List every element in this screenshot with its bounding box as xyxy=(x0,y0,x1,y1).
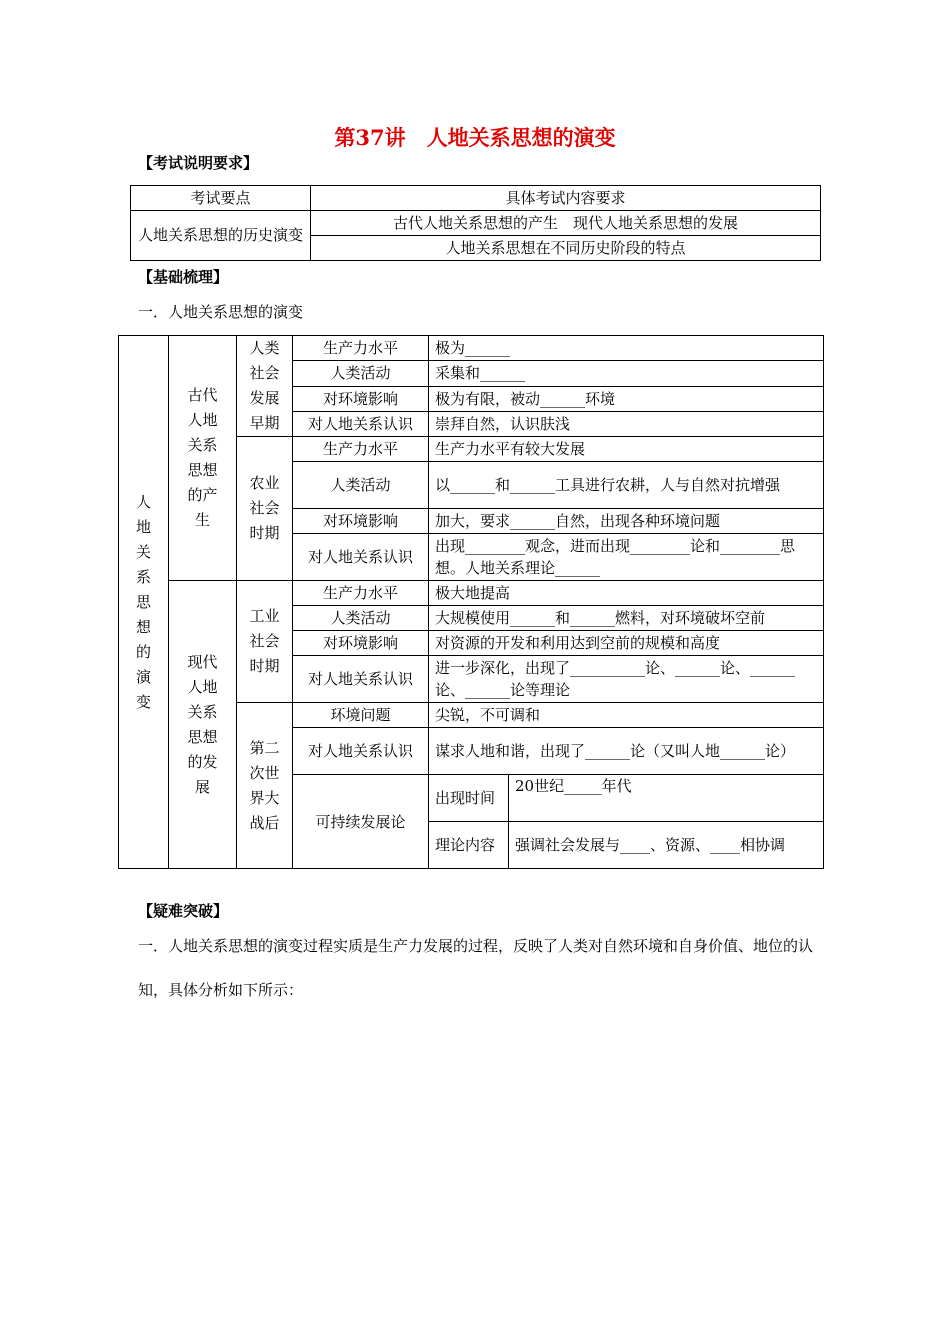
row-value: 极为______ xyxy=(429,336,824,361)
sub-value: 强调社会发展与____、资源、____相协调 xyxy=(509,822,824,869)
sub-value: 20世纪_____年代 xyxy=(509,775,824,822)
row-value: 加大，要求______自然，出现各种环境问题 xyxy=(429,509,824,534)
row-label: 生产力水平 xyxy=(293,437,429,462)
paragraph: 一．人地关系思想的演变过程实质是生产力发展的过程，反映了人类对自然环境和自身价值、地位的认知，具体分析如下所示： xyxy=(138,937,814,999)
stage-industrial: 工业社会时期 xyxy=(237,581,293,703)
sub-label: 理论内容 xyxy=(429,822,509,869)
row-value: 出现________观念，进而出现________论和________思想。人地关系理论______ xyxy=(429,534,824,581)
stage-agri: 农业社会时期 xyxy=(237,437,293,581)
row-value: 大规模使用______和______燃料，对环境破坏空前 xyxy=(429,606,824,631)
requirement-2: 人地关系思想在不同历史阶段的特点 xyxy=(311,236,821,261)
root-label: 人地关系思想的演变 xyxy=(119,336,169,869)
row-label: 对环境影响 xyxy=(293,386,429,411)
page-title: 第37讲 人地关系思想的演变 xyxy=(334,125,616,150)
row-label: 可持续发展论 xyxy=(293,775,429,869)
header-content: 具体考试内容要求 xyxy=(311,186,821,211)
row-label: 对人地关系认识 xyxy=(293,728,429,775)
exam-requirements-table xyxy=(130,185,821,261)
row-label: 对环境影响 xyxy=(293,509,429,534)
row-value: 进一步深化，出现了__________论、______论、______论、______论等理论 xyxy=(429,656,824,703)
section-basic-heading: 【基础梳理】 xyxy=(138,268,229,286)
section-difficulty-heading: 【疑难突破】 xyxy=(138,902,229,920)
modern-label: 现代人地关系思想的发展 xyxy=(169,581,237,869)
row-label: 对人地关系认识 xyxy=(293,656,429,703)
row-value: 生产力水平有较大发展 xyxy=(429,437,824,462)
section-exam-heading: 【考试说明要求】 xyxy=(138,154,259,172)
row-value: 以______和______工具进行农耕，人与自然对抗增强 xyxy=(429,462,824,509)
row-label: 对环境影响 xyxy=(293,631,429,656)
sub-label: 出现时间 xyxy=(429,775,509,822)
row-value: 极大地提高 xyxy=(429,581,824,606)
row-label: 生产力水平 xyxy=(293,581,429,606)
row-value: 极为有限，被动______环境 xyxy=(429,386,824,411)
header-key: 考试要点 xyxy=(131,186,311,211)
row-label: 对人地关系认识 xyxy=(293,534,429,581)
stage-early: 人类社会发展早期 xyxy=(237,336,293,437)
evolution-table xyxy=(118,335,824,869)
row-label: 环境问题 xyxy=(293,703,429,728)
ancient-label: 古代人地关系思想的产生 xyxy=(169,336,237,581)
requirement-1: 古代人地关系思想的产生 现代人地关系思想的发展 xyxy=(311,211,821,236)
subheading: 一．人地关系思想的演变 xyxy=(138,303,304,321)
stage-postwar: 第二次世界大战后 xyxy=(237,703,293,869)
exam-topic: 人地关系思想的历史演变 xyxy=(131,211,311,261)
row-label: 人类活动 xyxy=(293,606,429,631)
row-value: 尖锐，不可调和 xyxy=(429,703,824,728)
row-label: 对人地关系认识 xyxy=(293,411,429,436)
row-value: 对资源的开发和利用达到空前的规模和高度 xyxy=(429,631,824,656)
row-value: 崇拜自然，认识肤浅 xyxy=(429,411,824,436)
row-label: 人类活动 xyxy=(293,361,429,386)
row-value: 谋求人地和谐，出现了______论（又叫人地______论） xyxy=(429,728,824,775)
row-label: 人类活动 xyxy=(293,462,429,509)
row-label: 生产力水平 xyxy=(293,336,429,361)
row-value: 采集和______ xyxy=(429,361,824,386)
